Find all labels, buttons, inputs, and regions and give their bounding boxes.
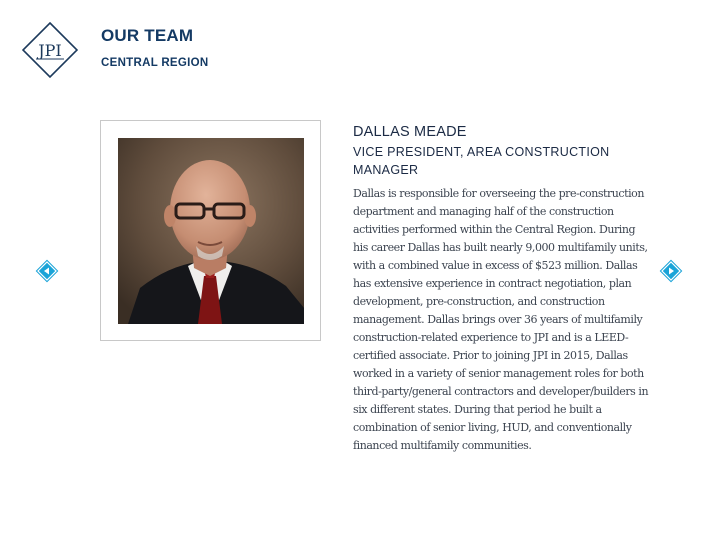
jpi-logo [22,22,78,78]
profile-role: VICE PRESIDENT, AREA CONSTRUCTION MANAGER [353,145,610,177]
region-subtitle: CENTRAL REGION [101,57,209,69]
profile-name: DALLAS MEADE [353,124,467,140]
page-title: OUR TEAM [101,26,194,45]
profile-photo-frame [100,120,321,341]
previous-button[interactable] [35,259,59,283]
next-button[interactable] [659,259,683,283]
profile-photo [118,138,304,324]
svg-text:JPI: JPI [38,41,62,60]
profile-bio: Dallas is responsible for overseeing the pre-construction department and managing half of the construction activities performed within the Central Region. During his career Dallas has built nearly 9,000 multifamily units, with a combined value in excess of $523 million. Dallas has extensive experience in contract negotiation, plan development, pre-construction, and construction management. Dallas brings over 36 years of multifamily construction-related experience to JPI and is a LEED-certified associate. Prior to joining JPI in 2015, Dallas worked in a variety of senior management roles for both third-party/general contractors and developer/builders in six different states. During that period he built a combination of senior living, HUD, and conventionally financed multifamily communities. [353,187,649,452]
chevron-left-icon [35,259,59,283]
chevron-right-icon [659,259,683,283]
